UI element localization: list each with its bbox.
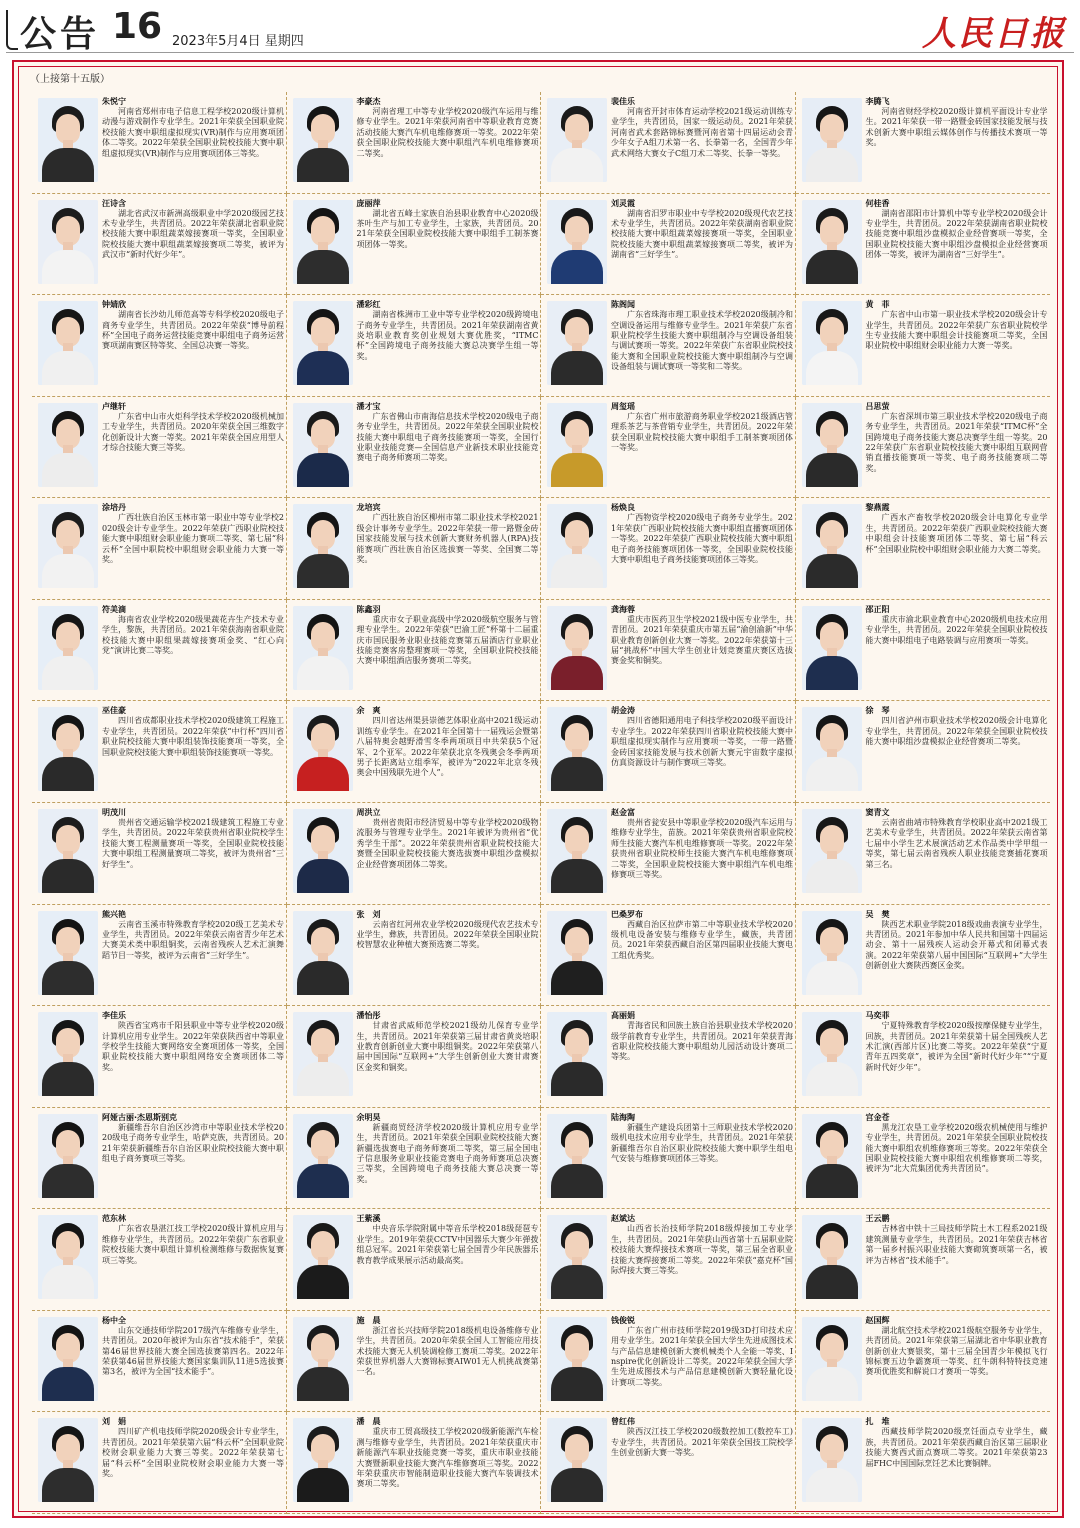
person-card [541,600,796,702]
person-name: 赵斌达 [611,1214,635,1224]
person-name: 宫金苍 [865,1112,890,1122]
portrait-photo [38,911,98,995]
person-name: 裴佳乐 [611,97,635,106]
portrait-photo [547,1418,607,1502]
portrait-body [806,1265,858,1299]
person-name: 张 刘 [356,909,381,919]
portrait-body [297,148,349,182]
person-name: 余 爽 [356,706,381,716]
person-card [32,701,287,803]
portrait-body [551,1164,603,1198]
person-card [32,1412,287,1514]
person-description: 广西壮族自治区柳州市第二职业技术学校2021级会计事务专业学生。2022年荣获一带一路暨金砖国家技能发展与技术创新大赛财务机器人(RPA)技能赛项广西壮族自治区选拔赛一等奖、全国赛二等奖。 [356,513,539,564]
person-description: 陕西艺术职业学院2018级戏曲表演专业学生，共青团员。2021年参加中华人民共和国第十四届运动会、第十一届残疾人运动会开幕式和闭幕式表演。2022年荣获第八届中国国际“互联网+”大学生创新创业大赛陕西赛区金奖。 [865,919,1048,971]
portrait-photo [38,301,98,385]
person-description: 广东省深圳市第三职业技术学校2020级电子商务专业学生，共青团员。2021年荣获“ITMC杯”全国跨境电子商务技能大赛总决赛学生组一等奖。2022年荣获广东省职业院校技能大赛中职组互联网营销直播技能赛项一等奖、电子商务技能赛项二等奖。 [865,411,1048,473]
portrait-photo [293,301,353,385]
person-name: 王云鹏 [865,1214,890,1224]
person-name: 巴桑罗布 [611,909,643,919]
person-card [32,397,287,499]
portrait-photo [547,707,607,791]
person-description: 河南省开封市体育运动学校2021级运动训练专业学生，共青团员，国家一级运动员。2021年荣获河南省武术套路锦标赛暨河南省第十四届运动会青少年女子A组刀术第一名、长拳第一名，全国青少年武术网络大赛女子C组刀术二等奖、长拳一等奖。 [611,107,793,158]
announcement-frame [12,60,1064,1518]
person-description: 河南省郑州市电子信息工程学校2020级计算机动漫与游戏制作专业学生。2021年荣获全国职业院校技能大赛中职组虚拟现实(VR)制作与应用赛项团体二等奖。2022年荣获全国职业院校技能大赛中职组虚拟现实(VR)制作与应用赛项团体三等奖。 [102,107,284,158]
portrait-body [297,554,349,588]
person-description: 陕西汉江技工学校2020级数控加工(数控车工)专业学生，共青团员。2021年荣获全国技工院校学生创业创新大赛一等奖。 [611,1427,793,1458]
portrait-photo [802,403,862,487]
person-name: 黎燕霞 [865,503,890,513]
person-description: 重庆市渝北职业教育中心2020级机电技术应用专业学生，共青团员。2022年荣获全国职业院校技能大赛中职组电子电路装调与应用赛项一等奖。 [865,614,1048,645]
portrait-photo [802,707,862,791]
person-card [287,1006,542,1108]
portrait-photo [547,1012,607,1096]
portrait-body [806,1062,858,1096]
person-name: 扎 堆 [865,1417,890,1427]
person-name: 钱俊锐 [611,1315,635,1325]
person-card [796,1006,1051,1108]
person-name: 朱悦宁 [102,97,126,106]
portrait-photo [38,1114,98,1198]
person-description: 中央音乐学院附属中等音乐学校2018级琵琶专业学生。2019年荣获CCTV中国器乐大赛少年弹拨组总冠军。2021年荣获第七届全国青少年民族器乐教育教学成果展示活动最高奖。 [356,1224,539,1265]
portrait-body [42,250,94,284]
portrait-body [297,250,349,284]
portrait-photo [293,606,353,690]
portrait-photo [38,200,98,284]
person-card [541,92,796,194]
portrait-photo [802,98,862,182]
person-card [287,1108,542,1210]
person-name: 曾红伟 [611,1417,635,1427]
person-name: 周洪立 [356,807,381,817]
person-description: 湖南省长沙幼儿师范高等专科学校2020级电子商务专业学生，共青团员。2022年荣获“博导前程杯”全国电子商务运营技能竞赛中职组电子商务运营赛项湖南赛区特等奖、全国总决赛一等奖。 [102,310,284,351]
portrait-photo [38,1215,98,1299]
person-card [32,803,287,905]
person-description: 浙江省长兴技师学院2018级机电设备维修专业学生，共青团员。2020年荣获全国人工智能应用技术技能大赛无人机装调检修工赛项二等奖。2022年荣获世界机器人大赛锦标赛AIW01无人机挑战赛第一名。 [356,1325,539,1377]
person-name: 刘灵霞 [611,198,635,208]
portrait-photo [293,403,353,487]
person-name: 李佳乐 [102,1011,126,1021]
portrait-photo [802,1114,862,1198]
portrait-body [806,148,858,182]
person-card [796,1108,1051,1210]
portrait-photo [802,301,862,385]
person-card [32,194,287,296]
person-card [32,600,287,702]
portrait-body [42,961,94,995]
person-description: 四川矿产机电技师学院2020级会计专业学生，共青团员。2021年荣获第六届“科云杯”全国职业院校财会职业能力大赛三等奖。2022年荣获第七届“科云杯”全国职业院校财会职业能力大赛一等奖。 [102,1427,284,1479]
portrait-body [551,351,603,385]
person-name: 熊兴艳 [102,909,126,919]
person-description: 云南省曲靖市特殊教育学校职业高中2021级工艺美术专业学生，共青团员。2022年荣获云南省第七届中小学生艺术展演活动艺术作品类中学甲组一等奖，第七届云南省残疾人职业技能竞赛插花赛项第三名。 [865,817,1048,869]
portrait-body [297,1265,349,1299]
portrait-body [42,1367,94,1401]
portrait-photo [38,98,98,182]
people-grid [32,92,1050,1514]
person-card [796,498,1051,600]
person-name: 邵正阳 [865,604,890,614]
portrait-body [806,859,858,893]
person-description: 广东省农垦湛江技工学校2020级计算机应用与维修专业学生，共青团员。2022年荣获广东省职业院校技能大赛中职组计算机检测维修与数据恢复赛项三等奖。 [102,1224,284,1265]
person-name: 汪诗含 [102,198,126,208]
portrait-body [551,453,603,487]
portrait-photo [547,1114,607,1198]
masthead-divider [6,52,1074,53]
person-name: 钟婧欣 [102,300,126,310]
portrait-body [806,554,858,588]
portrait-photo [802,1012,862,1096]
portrait-body [806,1468,858,1502]
person-name: 明茂川 [102,807,126,817]
person-card [287,1209,542,1311]
portrait-photo [293,504,353,588]
portrait-photo [38,403,98,487]
portrait-photo [547,606,607,690]
person-card [541,1412,796,1514]
portrait-body [551,250,603,284]
person-card [541,295,796,397]
portrait-photo [547,1317,607,1401]
portrait-body [551,1265,603,1299]
portrait-photo [293,809,353,893]
portrait-photo [802,911,862,995]
person-description: 广东省中山市第一职业技术学校2020级会计专业学生，共青团员。2022年荣获广东省职业院校学生专业技能大赛中职组会计技能赛项二等奖，全国职业院校中职组财会职业能力大赛一等奖。 [865,310,1048,351]
portrait-body [42,1164,94,1198]
portrait-photo [547,98,607,182]
person-description: 河南省财经学校2020级计算机平面设计专业学生。2021年荣获一带一路暨金砖国家技能发展与技术创新大赛中职组云媒体创作与传播技术赛项一等奖。 [865,107,1048,148]
portrait-photo [547,200,607,284]
person-name: 黄 菲 [865,300,890,310]
person-description: 贵州省贵阳市经济贸易中等专业学校2020级物流服务与管理专业学生。2021年被评为贵州省“优秀学生干部”。2022年荣获贵州省职业院校技能大赛暨全国职业院校技能大赛选拔赛中职组沙盘模拟企业经营赛项团体二等奖。 [356,817,539,869]
portrait-photo [38,1418,98,1502]
person-description: 云南省红河州农业学校2020级现代农艺技术专业学生，彝族，共青团员。2022年荣获全国职业院校智慧农业种植大赛预选赛二等奖。 [356,919,539,950]
person-name: 高丽娟 [611,1011,635,1021]
person-description: 新疆维吾尔自治区沙湾市中等职业技术学校2020级电子商务专业学生，哈萨克族，共青团员。2021年荣获新疆维吾尔自治区职业院校技能大赛中职组电子商务赛项三等奖。 [102,1122,284,1163]
person-name: 龚海蓉 [611,604,635,614]
newspaper-logo: 人民日报 [922,14,1066,54]
person-description: 山西省长治技师学院2018级焊接加工专业学生，共青团员。2021年荣获山西省第十五届职业院校技能大赛焊接技术赛项一等奖，第三届全省职业技能大赛焊接赛项二等奖。2022年荣获“嘉克杯”国际焊接大赛三等奖。 [611,1224,793,1275]
person-card [32,498,287,600]
portrait-body [297,1164,349,1198]
person-description: 吉林省中铁十三局技师学院土木工程系2021级建筑测量专业学生，共青团员。2021年荣获吉林省第一届乡村振兴职业技能大赛砌筑赛项第一名，被评为吉林省“技术能手”。 [865,1224,1048,1265]
person-card [287,1311,542,1413]
portrait-body [42,1468,94,1502]
portrait-photo [802,1317,862,1401]
portrait-body [42,453,94,487]
portrait-body [806,961,858,995]
person-name: 赵国辉 [865,1315,890,1325]
portrait-photo [293,1215,353,1299]
portrait-body [806,1367,858,1401]
portrait-photo [293,911,353,995]
person-name: 吴 樊 [865,909,890,919]
person-name: 杨中全 [102,1315,126,1325]
portrait-body [806,351,858,385]
person-name: 李豪杰 [356,97,381,106]
person-description: 黑龙江农垦工业学校2020级农机械使用与维护专业学生，共青团员。2021年荣获全国职业院校技能大赛中职组农机维修赛项三等奖。2022年荣获全国职业院校技能大赛中职组农机维修赛项二等奖，被评为“北大荒集团优秀共青团员”。 [865,1122,1048,1174]
person-name: 涂培丹 [102,503,126,513]
person-card [796,803,1051,905]
person-description: 广东省广州市旅游商务职业学校2021级酒店管理系茶艺与茶营销专业学生，共青团员。2022年荣获全国职业院校技能大赛中职组手工制茶赛项团体一等奖。 [611,411,793,452]
person-description: 甘肃省武威师范学校2021级幼儿保育专业学生，共青团员。2021年荣获第三届甘肃省黄炎培职业教育创新创业大赛中职组铜奖。2022年荣获第八届中国国际“互联网+”大学生创新创业大赛甘肃赛区金奖和铜奖。 [356,1021,539,1072]
person-name: 刘 娟 [102,1417,126,1427]
person-card [541,905,796,1007]
portrait-photo [38,504,98,588]
continuation-note: （上接第十五版） [30,74,110,85]
portrait-body [297,859,349,893]
person-card [796,194,1051,296]
portrait-body [297,1367,349,1401]
person-description: 湖北航空技术学校2021级航空服务专业学生，共青团员。2021年荣获第三届湖北省中华职业教育创新创业大赛银奖，第十三届全国青少年模拟飞行锦标赛五边争霸赛项一等奖、红牛朗科特特技竞速赛项优胜奖和解说口才赛项一等奖。 [865,1325,1048,1377]
portrait-photo [293,200,353,284]
person-name: 潘 晨 [356,1417,381,1427]
person-name: 潘才宝 [356,401,381,411]
portrait-body [42,656,94,690]
portrait-body [806,1164,858,1198]
person-description: 西藏技师学院2020级烹饪面点专业学生，藏族，共青团员。2021年荣获西藏自治区第三届职业技能大赛西式面点赛项二等奖。2021年荣获第23届FHC中国国际烹饪艺术比赛铜牌。 [865,1427,1048,1468]
person-description: 贵州省交通运输学校2021级建筑工程施工专业学生，共青团员。2022年荣获贵州省职业院校学生技能大赛工程测量赛项一等奖，全国职业院校技能大赛中职组工程测量赛项二等奖，被评为贵州省“三好学生”。 [102,817,284,869]
person-name: 潘怡彤 [356,1011,381,1021]
person-description: 海南省农业学校2020级果蔬花卉生产技术专业学生，黎族，共青团员。2021年荣获海南省职业院校技能大赛中职组果蔬嫁接赛项金奖、“红心向党”演讲比赛二等奖。 [102,614,284,656]
person-description: 广东省中山市火炬科学技术学校2020级机械加工专业学生，共青团员。2020年荣获全国三维数字化创新设计大赛一等奖。2021年荣获全国应用型人才综合技能大赛三等奖。 [102,411,284,452]
person-name: 马奕菲 [865,1011,890,1021]
person-description: 广西物资学校2020级电子商务专业学生。2021年荣获广西职业院校技能大赛中职组直播赛项团体一等奖。2022年荣获广西职业院校技能大赛中职组电子商务技能赛项团体一等奖，全国职业院校技能大赛中职组电子商务技能赛项团体三等奖。 [611,513,793,564]
person-name: 范东林 [102,1214,126,1224]
person-card [796,905,1051,1007]
portrait-photo [38,809,98,893]
portrait-body [42,1265,94,1299]
person-card [32,905,287,1007]
person-card [287,905,542,1007]
masthead [0,0,1080,58]
person-description: 贵州省瓮安县中等职业学校2020级汽车运用与维修专业学生，苗族。2021年荣获贵州省职业院校师生技能大赛汽车机电维修赛项一等奖。2022年荣获贵州省职业院校师生技能大赛汽车机电维修赛项二等奖，全国职业院校技能大赛中职组汽车机电维修赛项三等奖。 [611,817,793,880]
person-name: 阿娅古丽·杰恩斯别克 [102,1112,178,1122]
person-card [796,295,1051,397]
person-card [287,803,542,905]
portrait-body [551,757,603,791]
person-name: 龙培宾 [356,503,381,513]
person-name: 胡金涛 [611,706,635,716]
masthead-bracket [6,10,18,50]
person-card [541,1108,796,1210]
person-description: 山东交通技师学院2017级汽车维修专业学生，共青团员。2020年被评为山东省“技术能手”，荣获第46届世界技能大赛全国选拔赛第四名。2022年荣获第46届世界技能大赛国家集训队11进5选拔赛第3名，被评为全国“技术能手”。 [102,1325,284,1377]
portrait-body [297,453,349,487]
person-name: 何桂香 [865,198,890,208]
portrait-body [551,1367,603,1401]
person-card [796,1412,1051,1514]
portrait-body [42,1062,94,1096]
portrait-body [551,859,603,893]
person-description: 青海省民和回族土族自治县职业技术学校2020级学前教育专业学生，共青团员。2021年荣获青海省职业院校技能大赛中职组幼儿园活动设计赛项二等奖。 [611,1021,793,1062]
person-card [32,1209,287,1311]
portrait-photo [802,606,862,690]
person-card [541,194,796,296]
portrait-photo [293,1418,353,1502]
portrait-body [806,656,858,690]
person-card [32,1006,287,1108]
portrait-photo [293,707,353,791]
person-name: 巫佳豪 [102,706,126,716]
portrait-photo [38,606,98,690]
portrait-body [297,757,349,791]
person-description: 四川省德阳通用电子科技学校2020级平面设计专业学生。2022年荣获四川省职业院校技能大赛中职组虚拟现实制作与应用赛项一等奖，一带一路暨金砖国家技能发展与技术创新大赛元宇宙数字虚拟仿真资源设计与制作赛项三等奖。 [611,716,793,768]
person-card [287,194,542,296]
person-name: 赵金富 [611,807,635,817]
portrait-body [42,859,94,893]
person-card [287,1412,542,1514]
person-card [287,600,542,702]
person-card [287,295,542,397]
section-title: 公告 [20,14,101,55]
person-card [796,701,1051,803]
person-name: 施 晨 [356,1315,381,1325]
person-description: 四川省成都职业技术学校2020级建筑工程施工专业学生，共青团员。2022年荣获“中行杯”四川省职业院校技能大赛中职组装饰技能赛项一等奖，全国职业院校技能大赛中职组装饰技能赛项一等奖。 [102,716,284,757]
person-name: 杨焕良 [611,503,635,513]
person-description: 四川省泸州市职业技术学校2020级会计电算化专业学生，共青团员。2022年荣获全国职业院校技能大赛中职组沙盘模拟企业经营赛项二等奖。 [865,716,1048,747]
person-description: 广西壮族自治区玉林市第一职业中等专业学校2020级会计专业学生。2022年荣获广西职业院校技能大赛中职组财会职业能力赛项二等奖、第七届“科云杯”全国中职院校中职组财会职业能力大赛一等奖。 [102,513,284,564]
person-name: 吕思萤 [865,401,890,411]
portrait-photo [293,98,353,182]
person-description: 湖北省武汉市新洲高级职业中学2020级园艺技术专业学生，共青团员。2022年荣获湖北省职业院校技能大赛中职组蔬菜嫁接赛项一等奖，全国职业院校技能大赛中职组蔬菜嫁接赛项二等奖，被评为武汉市“新时代好少年”。 [102,208,284,260]
person-card [287,92,542,194]
person-description: 重庆市工贸高级技工学校2020级新能源汽车检测与维修专业学生，共青团员。2021年荣获重庆市新能源汽车职业技能竞赛一等奖，重庆市职业技能大赛暨新职业技能大赛汽车维修赛项三等奖。2022年荣获重庆市智能制造职业技能大赛汽车装调技术赛项二等奖。 [356,1427,539,1489]
portrait-photo [802,504,862,588]
person-description: 四川省达州渠县崇德艺体职业高中2021级运动训练专业学生。在2021年全国第十一届残运会暨第八届特奥会越野滑雪冬季两项项目中共荣获5个冠军、2个亚军。2022年荣获北京冬残奥会冬季两项男子长距离站立组季军，被评为“2022年北京冬残奥会中国残联先进个人”。 [356,716,539,778]
person-card [796,600,1051,702]
portrait-body [806,250,858,284]
person-name: 卢继轩 [102,401,126,411]
person-card [541,1006,796,1108]
portrait-body [806,453,858,487]
person-name: 周玺瑶 [611,401,635,411]
portrait-photo [547,1215,607,1299]
person-name: 陆海陶 [611,1112,635,1122]
person-description: 广东省佛山市南海信息技术学校2020级电子商务专业学生，共青团员。2022年荣获全国职业院校技能大赛中职组电子商务技能赛项一等奖，全国行业职业技能竞赛—全国信息产业新技术职业技能竞赛电子商务师赛项二等奖。 [356,411,539,463]
person-card [796,397,1051,499]
person-description: 陕西省宝鸡市千阳县职业中等专业学校2020级计算机应用专业学生。2022年荣获陕西省中等职业学校学生技能大赛网络安全赛项团体一等奖，全国职业院校技能大赛中职组网络安全赛项团体二等奖。 [102,1021,284,1072]
portrait-body [551,148,603,182]
person-card [32,1108,287,1210]
portrait-photo [293,1012,353,1096]
portrait-photo [547,504,607,588]
person-name: 徐 琴 [865,706,890,716]
portrait-body [806,757,858,791]
person-description: 广西水产畜牧学校2020级会计电算化专业学生，共青团员。2022年荣获广西职业院校技能大赛中职组会计技能赛项团体二等奖、第七届“科云杯”全国职业院校中职组财会职业能力大赛二等奖。 [865,513,1048,554]
portrait-body [297,961,349,995]
person-description: 湖南省邵阳市计算机中等专业学校2020级会计专业学生，共青团员。2022年荣获湖南省职业院校技能竞赛中职组沙盘模拟企业经营赛项一等奖，全国职业院校技能大赛中职组沙盘模拟企业经营赛项团体一等奖，被评为湖南省“三好学生”。 [865,208,1048,260]
page-number: 16 [112,6,163,47]
person-card [796,92,1051,194]
issue-date: 2023年5月4日 星期四 [172,34,304,49]
person-card [541,1209,796,1311]
person-description: 广东省广州市技师学院2019级3D打印技术应用专业学生。2021年荣获全国大学生先进成图技术与产品信息建模创新大赛机械类个人全能一等奖、Inspire优化创新设计二等奖。2022年荣获全国大学生先进成图技术与产品信息建模创新大赛轻量化设计赛项二等奖。 [611,1325,793,1387]
portrait-photo [293,1114,353,1198]
person-description: 西藏自治区拉萨市第二中等职业技术学校2020级机电设备安装与维修专业学生，藏族，共青团员。2021年荣获西藏自治区第四届职业技能大赛电工组优秀奖。 [611,919,793,960]
person-name: 王紫溪 [356,1214,381,1224]
person-description: 重庆市女子职业高级中学2020级航空服务与管理专业学生。2022年荣获“巴渝工匠”杯第十二届重庆市国民服务业职业技能竞赛第五届酒店行业职业技能竞赛客房整理赛项一等奖，全国职业院校技能大赛中职组酒店服务赛项二等奖。 [356,614,539,666]
portrait-photo [293,1317,353,1401]
person-card [796,1311,1051,1413]
portrait-photo [547,403,607,487]
person-name: 陈鑫羽 [356,604,381,614]
person-name: 符美滴 [102,604,126,614]
portrait-body [42,351,94,385]
person-name: 窦青文 [865,807,890,817]
portrait-photo [547,301,607,385]
person-description: 湖南省汨罗市职业中专学校2020级现代农艺技术专业学生，共青团员。2022年荣获湖南省职业院校技能大赛中职组蔬菜嫁接赛项一等奖，全国职业院校技能大赛中职组蔬菜嫁接赛项二等奖，被评为湖南省“三好学生”。 [611,208,793,260]
person-card [541,397,796,499]
person-description: 湖北省五峰土家族自治县职业教育中心2020级茶叶生产与加工专业学生，土家族，共青团员。2021年荣获全国职业院校技能大赛中职组手工制茶赛项团体一等奖。 [356,208,539,249]
person-description: 湖南省株洲市工业中等专业学校2020级跨境电子商务专业学生，共青团员。2021年荣获湖南省黄炎培职业教育奖创业规划大赛优胜奖，“ITMC杯”全国跨境电子商务技能大赛总决赛学生组一等奖。 [356,310,539,361]
person-description: 广东省珠海市理工职业技术学校2020级制冷和空调设备运用与维修专业学生。2021年荣获广东省职业院校学生技能大赛中职组制冷与空调设备组装与调试赛项一等奖。2022年荣获广东省职业院校技能大赛和全国职业院校技能大赛中职组制冷与空调设备组装与调试赛项一等奖和二等奖。 [611,310,793,372]
portrait-photo [38,707,98,791]
portrait-body [551,1468,603,1502]
portrait-photo [38,1317,98,1401]
person-description: 宁夏特殊教育学校2020级按摩保健专业学生，回族，共青团员。2021年荣获第十届全国残疾人艺术汇演(西部片区)比赛二等奖。2022年荣获“宁夏青年五四奖章”，被评为全国“新时代好少年”“宁夏新时代好少年”。 [865,1021,1048,1072]
person-card [287,397,542,499]
portrait-body [551,656,603,690]
portrait-photo [802,1418,862,1502]
person-name: 李腾飞 [865,97,890,106]
person-name: 庞丽萍 [356,198,381,208]
portrait-body [42,148,94,182]
person-description: 重庆市医药卫生学校2021级中医专业学生，共青团员。2021年荣获重庆市第五届“渝创渝新”中华职业教育创新创业大赛一等奖。2022年荣获第十三届“挑战杯”中国大学生创业计划竞赛重庆赛区选拔赛金奖和铜奖。 [611,614,793,666]
person-description: 云南省玉溪市特殊教育学校2020级工艺美术专业学生，共青团员。2022年荣获云南省青少年艺术大赛美术类中职组铜奖，云南省残疾人艺术汇演舞蹈节目一等奖，被评为云南省“三好学生”。 [102,919,284,960]
person-card [541,701,796,803]
portrait-photo [802,1215,862,1299]
person-card [32,1311,287,1413]
person-card [796,1209,1051,1311]
person-card [541,498,796,600]
portrait-body [297,1468,349,1502]
portrait-body [42,757,94,791]
portrait-body [551,961,603,995]
portrait-body [297,1062,349,1096]
portrait-photo [802,809,862,893]
person-card [287,701,542,803]
person-description: 新疆商贸经济学校2020级计算机应用专业学生，共青团员。2021年荣获全国职业院校技能大赛新疆选拔赛电子商务师赛项二等奖，第三届全国电子信息服务业职业技能竞赛电子商务师赛项总决赛三等奖，全国跨境电子商务技能大赛总决赛一等奖。 [356,1122,539,1184]
portrait-photo [547,911,607,995]
person-card [287,498,542,600]
portrait-body [297,351,349,385]
person-name: 余明昊 [356,1112,381,1122]
portrait-photo [547,809,607,893]
person-card [541,803,796,905]
person-description: 新疆生产建设兵团第十三师职业技术学校2020级机电技术应用专业学生，共青团员。2021年荣获新疆维吾尔自治区职业院校技能大赛中职学生组电气安装与维修赛项团体三等奖。 [611,1122,793,1163]
portrait-body [297,656,349,690]
person-name: 潘彩红 [356,300,381,310]
person-name: 陈阁闻 [611,300,635,310]
portrait-body [551,554,603,588]
person-card [541,1311,796,1413]
portrait-body [551,1062,603,1096]
portrait-photo [802,200,862,284]
portrait-body [42,554,94,588]
person-description: 河南省理工中等专业学校2020级汽车运用与维修专业学生。2021年荣获河南省中等职业教育竞赛活动技能大赛汽车机电维修赛项一等奖。2022年荣获全国职业院校技能大赛中职组汽车机电维修赛项二等奖。 [356,107,539,158]
person-card [32,295,287,397]
person-card [32,92,287,194]
portrait-photo [38,1012,98,1096]
